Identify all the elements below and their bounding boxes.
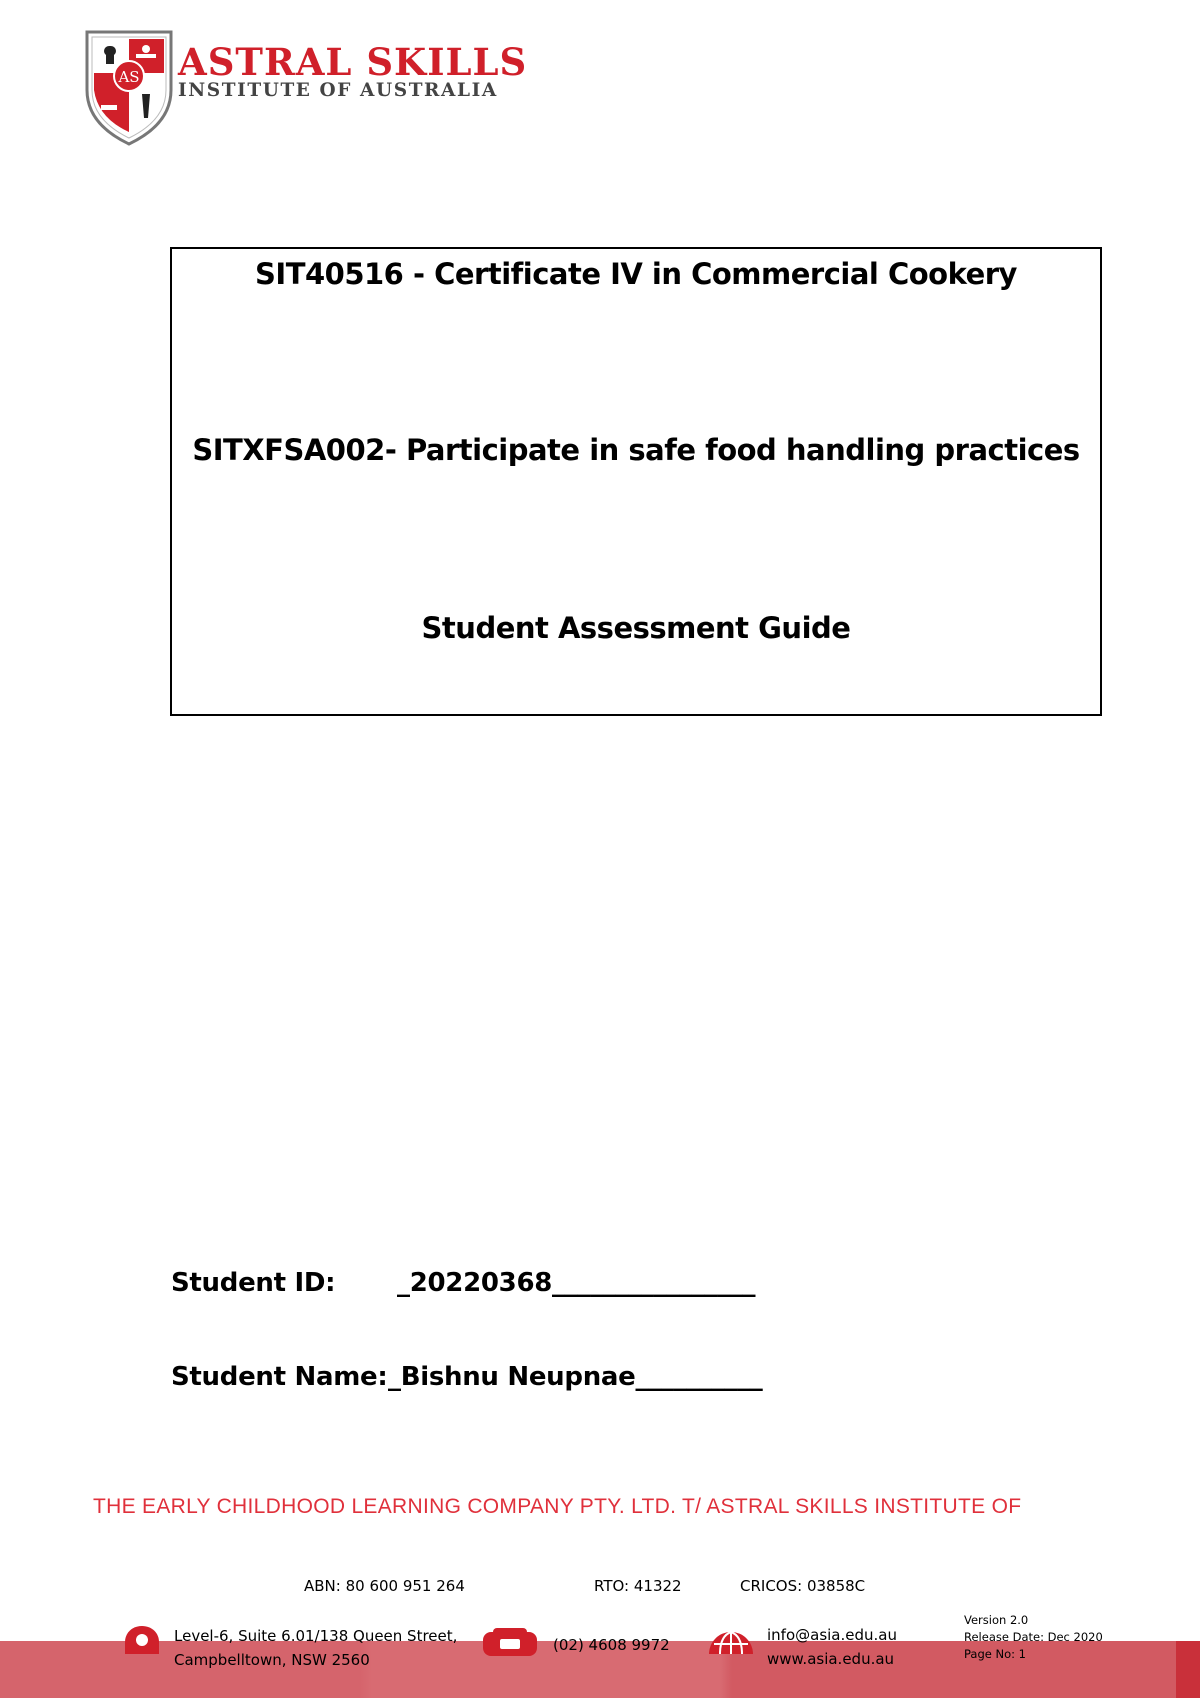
cricos-number: CRICOS: 03858C <box>740 1577 866 1595</box>
student-id-value: _20220368________________ <box>397 1268 756 1298</box>
shield-crest-icon <box>84 28 174 146</box>
student-name-label: Student Name: <box>171 1362 388 1392</box>
location-pin-icon <box>122 1624 162 1654</box>
monogram-text: AS <box>118 68 140 86</box>
institute-logo <box>84 28 528 146</box>
student-name-row <box>171 1362 763 1392</box>
email-address[interactable]: info@asia.edu.au <box>767 1626 897 1644</box>
phone-number: (02) 4608 9972 <box>553 1636 670 1654</box>
rto-number: RTO: 41322 <box>594 1577 682 1595</box>
document-type-title: Student Assessment Guide <box>421 611 851 645</box>
address-line-1: Level-6, Suite 6.01/138 Queen Street, <box>174 1627 458 1645</box>
student-id-label: Student ID: <box>171 1268 336 1298</box>
brand-name: ASTRAL SKILLS <box>178 40 528 84</box>
unit-title: SITXFSA002- Participate in safe food handling practices <box>192 433 1080 467</box>
page-number-label: Page No: 1 <box>964 1647 1026 1661</box>
brand-subtitle: INSTITUTE OF AUSTRALIA <box>178 80 498 101</box>
cover-title-box <box>170 247 1102 716</box>
website-link[interactable]: www.asia.edu.au <box>767 1650 895 1668</box>
phone-icon <box>481 1626 539 1656</box>
company-name: THE EARLY CHILDHOOD LEARNING COMPANY PTY. LTD. T/ ASTRAL SKILLS INSTITUTE OF <box>93 1495 1022 1518</box>
abn-number: ABN: 80 600 951 264 <box>304 1577 465 1595</box>
version-label: Version 2.0 <box>964 1613 1029 1627</box>
student-name-value: _Bishnu Neupnae__________ <box>388 1362 763 1392</box>
student-id-row <box>171 1268 755 1298</box>
globe-icon <box>706 1624 756 1654</box>
course-title: SIT40516 - Certificate IV in Commercial Cookery <box>255 257 1017 291</box>
address-line-2: Campbelltown, NSW 2560 <box>174 1651 370 1669</box>
release-date-label: Release Date: Dec 2020 <box>964 1630 1103 1644</box>
